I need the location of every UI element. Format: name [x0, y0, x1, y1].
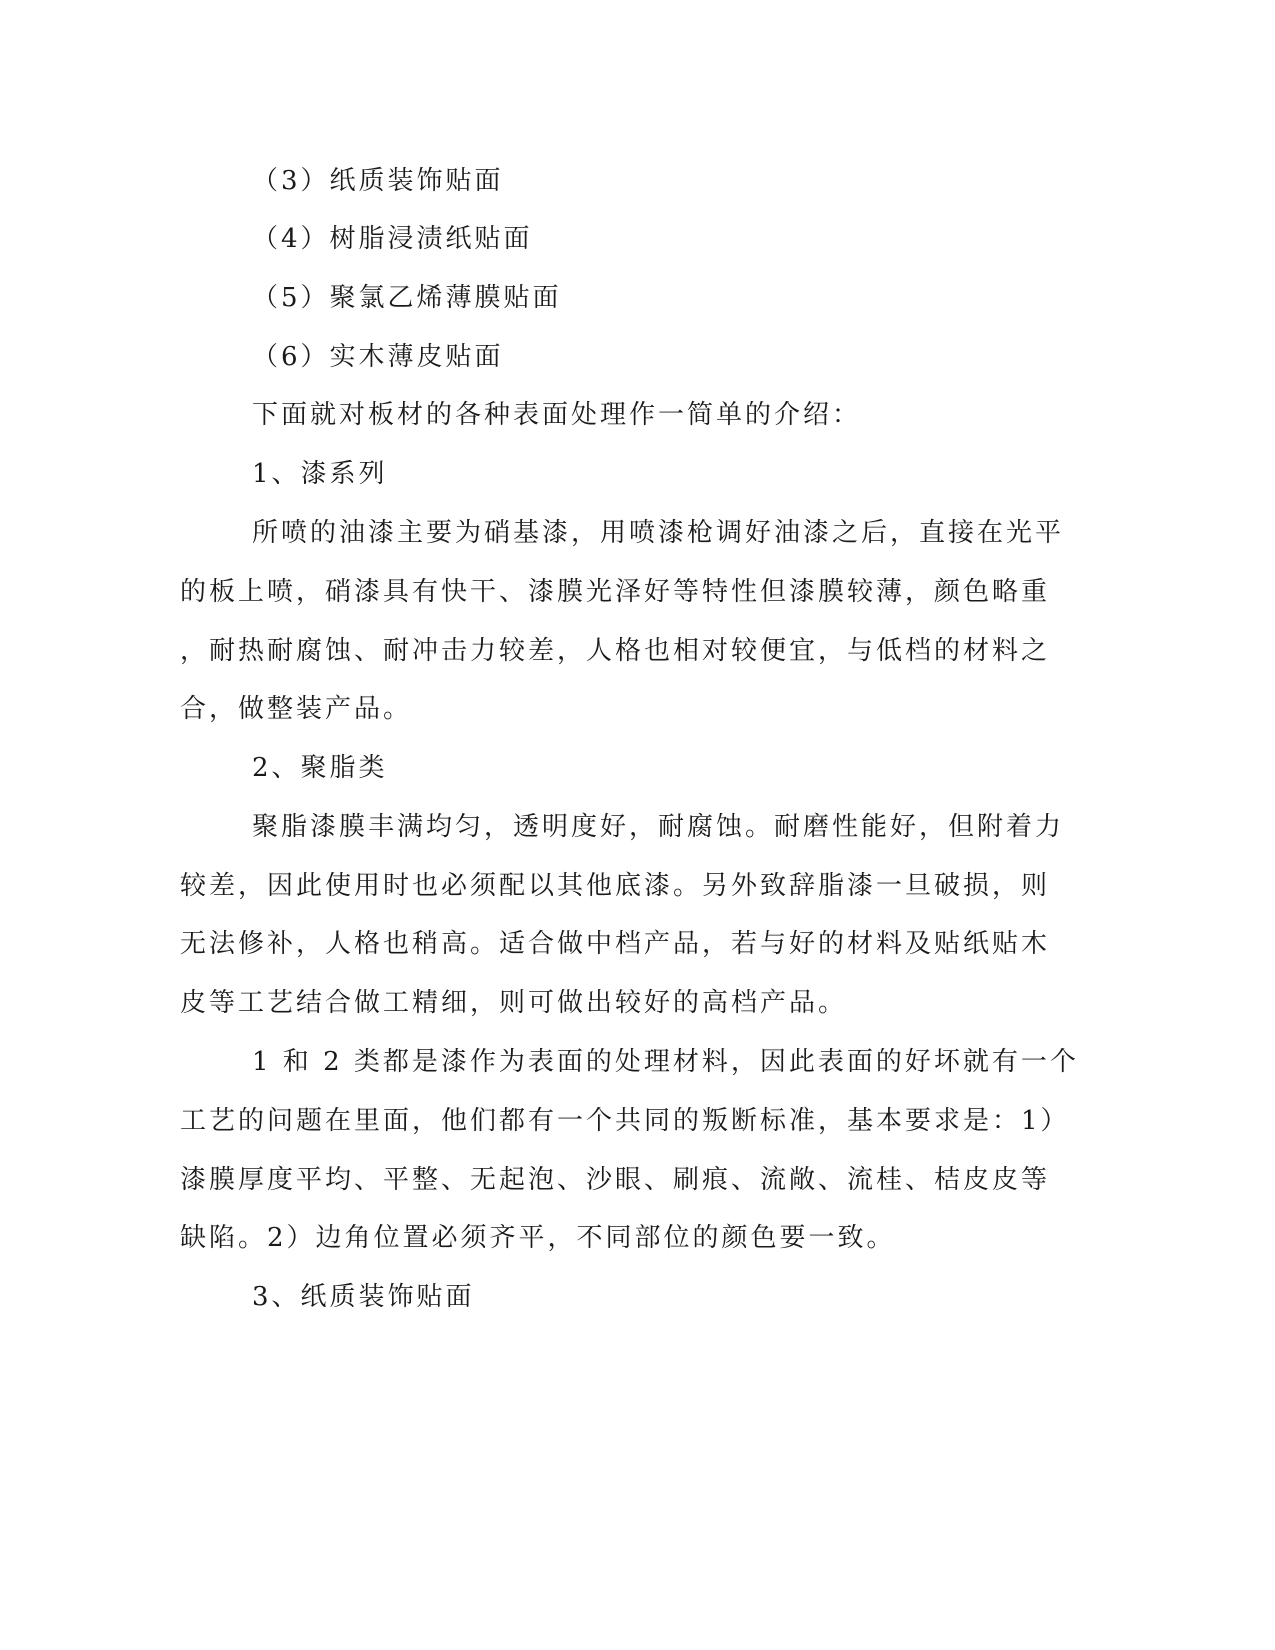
- list-item: （5）聚氯乙烯薄膜贴面: [252, 283, 562, 313]
- paragraph-line: 的板上喷，硝漆具有快干、漆膜光泽好等特性但漆膜较薄，颜色略重: [180, 577, 1051, 607]
- paragraph-line: 1 和 2 类都是漆作为表面的处理材料，因此表面的好坏就有一个: [252, 1047, 1079, 1077]
- paragraph-line: 工艺的问题在里面，他们都有一个共同的叛断标准，基本要求是：1）: [180, 1106, 1070, 1136]
- paragraph-line: 漆膜厚度平均、平整、无起泡、沙眼、刷痕、流敞、流桂、桔皮皮等: [180, 1165, 1051, 1195]
- paragraph-line: 较差，因此使用时也必须配以其他底漆。另外致辞脂漆一旦破损，则: [180, 871, 1051, 901]
- list-item: （4）树脂浸渍纸贴面: [252, 224, 533, 254]
- section-heading: 1、漆系列: [252, 459, 388, 489]
- intro-paragraph: 下面就对板材的各种表面处理作一简单的介绍：: [252, 400, 862, 430]
- list-item: （3）纸质装饰贴面: [252, 166, 504, 196]
- paragraph-line: 合，做整装产品。: [180, 694, 413, 724]
- paragraph-line: 皮等工艺结合做工精细，则可做出较好的高档产品。: [180, 988, 848, 1018]
- paragraph-line: 缺陷。2）边角位置必须齐平，不同部位的颜色要一致。: [180, 1223, 896, 1253]
- paragraph-line: 无法修补，人格也稍高。适合做中档产品，若与好的材料及贴纸贴木: [180, 929, 1051, 959]
- section-heading: 3、纸质装饰贴面: [252, 1282, 475, 1312]
- paragraph-line: ，耐热耐腐蚀、耐冲击力较差，人格也相对较便宜，与低档的材料之: [180, 636, 1051, 666]
- paragraph-line: 聚脂漆膜丰满均匀，透明度好，耐腐蚀。耐磨性能好，但附着力: [252, 812, 1065, 842]
- paragraph-line: 所喷的油漆主要为硝基漆，用喷漆枪调好油漆之后，直接在光平: [252, 518, 1065, 548]
- section-heading: 2、聚脂类: [252, 753, 388, 783]
- list-item: （6）实木薄皮贴面: [252, 342, 504, 372]
